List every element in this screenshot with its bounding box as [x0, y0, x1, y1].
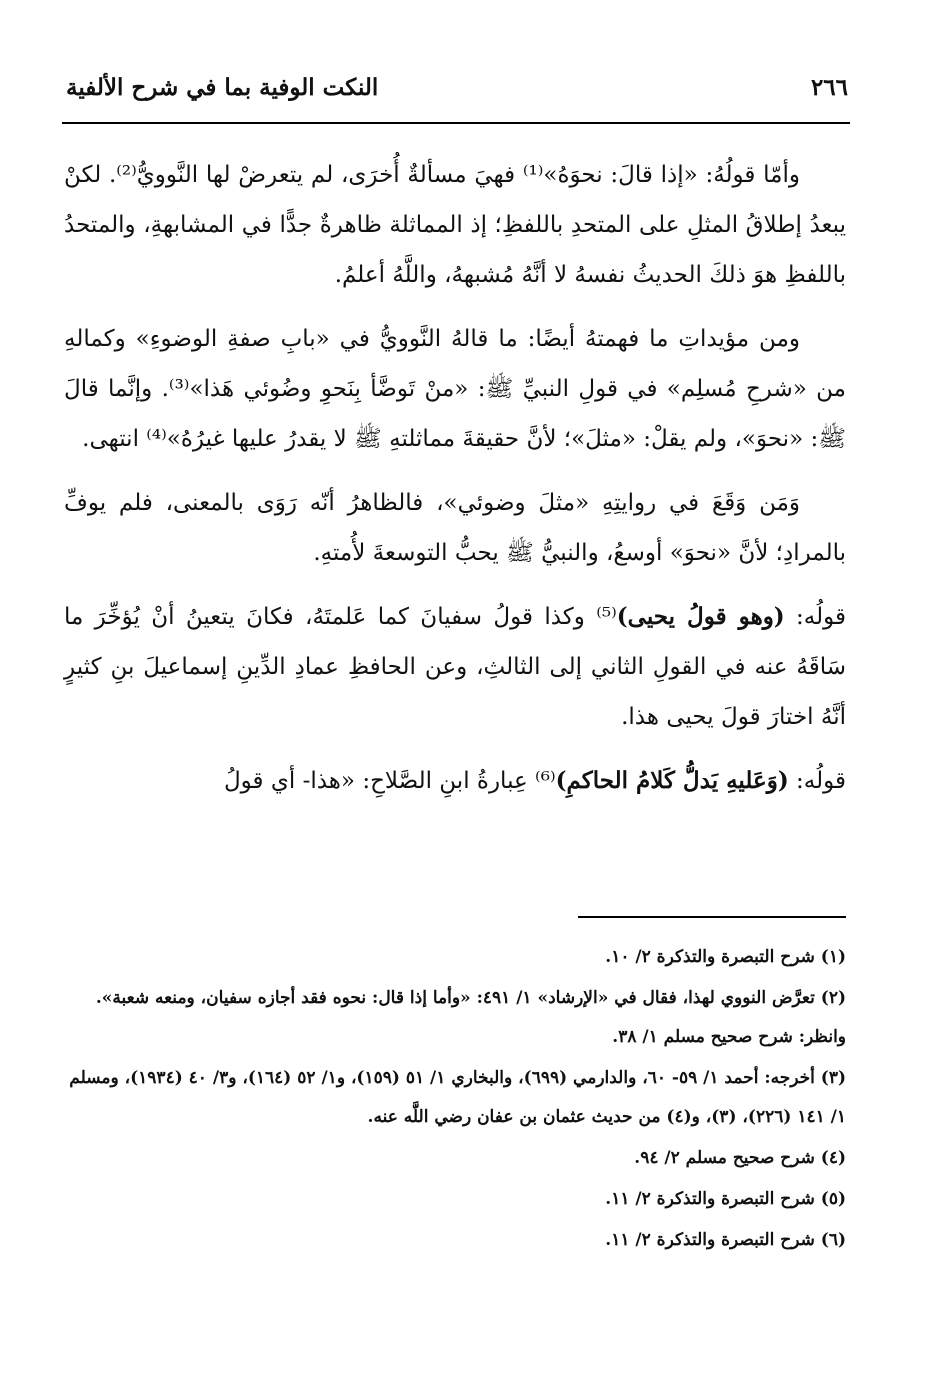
quoted-phrase: (وَعَليهِ يَدلُّ كَلامُ الحاكمِ) [555, 767, 789, 794]
running-title: النكت الوفية بما في شرح الألفية [66, 74, 379, 101]
main-text [64, 150, 846, 820]
header-rule [62, 122, 850, 124]
page-number: ٢٦٦ [810, 74, 848, 101]
footnote-6: (٦) شرح التبصرة والتذكرة ٢/ ١١. [605, 1230, 846, 1250]
paragraph-3: وَمَن وَقَعَ في روايتِهِ «مثلَ وضوئي»، فالظاهرُ أنّه رَوَى بالمعنى، فلم يوفِّ بالمرادِ؛ لأنَّ «نحوَ» أوسعُ، والنبيُّ ﷺ يحبُّ التوسعةَ لأُمتهِ. [64, 490, 846, 566]
quoted-phrase: (وهو قولُ يحيى) [616, 603, 785, 630]
paragraph-1: وأمّا قولُهُ: «إذا قالَ: نحوَهُ»⁽¹⁾ فهيَ مسألةٌ أُخرَى، لم يتعرضْ لها النَّوويُّ⁽²⁾. لكنْ يبعدُ إطلاقُ المثلِ على المتحدِ باللفظِ؛ إذ المماثلة ظاهرةٌ جدًّا في المشابهةِ، والمتحدُ باللفظِ هوَ ذلكَ الحديثُ نفسهُ لا أنَّهُ مُشبههُ، واللَّهُ أعلمُ. [64, 162, 846, 288]
footnote-2: (٢) تعرَّض النووي لهذا، فقال في «الإرشاد» ١/ ٤٩١: «وأما إذا قال: نحوه فقد أجازه سفيان، ومنعه شعبة». وانظر: شرح صحيح مسلم ١/ ٣٨. [95, 988, 846, 1047]
footnote-1: (١) شرح التبصرة والتذكرة ٢/ ١٠. [605, 947, 846, 967]
running-header [66, 74, 848, 114]
footnote-3: (٣) أخرجه: أحمد ١/ ٥٩- ٦٠، والدارمي (٦٩٩)، والبخاري ١/ ٥١ (١٥٩)، و١/ ٥٢ (١٦٤)، و٣/ ٤٠ (١٩٣٤)، ومسلم ١/ ١٤١ (٢٢٦)، (٣)، و(٤) من حديث عثمان بن عفان رضي اللَّه عنه. [69, 1068, 846, 1127]
paragraph-text: ⁽⁶⁾ عِبارةُ ابنِ الصَّلاحِ: «هذا- أي قولُ [223, 768, 556, 794]
footnote-5: (٥) شرح التبصرة والتذكرة ٢/ ١١. [605, 1189, 846, 1209]
paragraph-5 [64, 756, 846, 806]
footnotes [64, 938, 846, 1262]
paragraph-2: ومن مؤيداتِ ما فهمتهُ أيضًا: ما قالهُ النَّوويُّ في «بابِ صفةِ الوضوءِ» وكمالهِ من «شرحِ مُسلِم» في قولِ النبيِّ ﷺ: «منْ تَوضَّأ بِنَحوِ وضُوئي هَذا»⁽³⁾. وإنَّما قالَ ﷺ: «نحوَ»، ولم يقلْ: «مثلَ»؛ لأنَّ حقيقةَ مماثلتهِ ﷺ لا يقدرُ عليها غيرُهُ»⁽⁴⁾ انتهى. [64, 326, 847, 452]
paragraph-text: ⁽⁵⁾ وكذا قولُ سفيانَ كما عَلمتَهُ، فكانَ يتعينُ أنْ يُؤخِّرَ ما سَاقَهُ عنه في القولِ الثاني إلى الثالثِ، وعن الحافظِ عمادِ الدِّينِ إسماعيلَ بنِ كثيرٍ أنَّهُ اختارَ قولَ يحيى هذا. [64, 604, 846, 730]
footnote-4: (٤) شرح صحيح مسلم ٢/ ٩٤. [634, 1148, 846, 1168]
paragraph-4 [64, 592, 846, 742]
footnote-rule [578, 916, 846, 918]
lead-text: قولُه: [784, 604, 847, 630]
lead-text: قولُه: [788, 768, 846, 794]
